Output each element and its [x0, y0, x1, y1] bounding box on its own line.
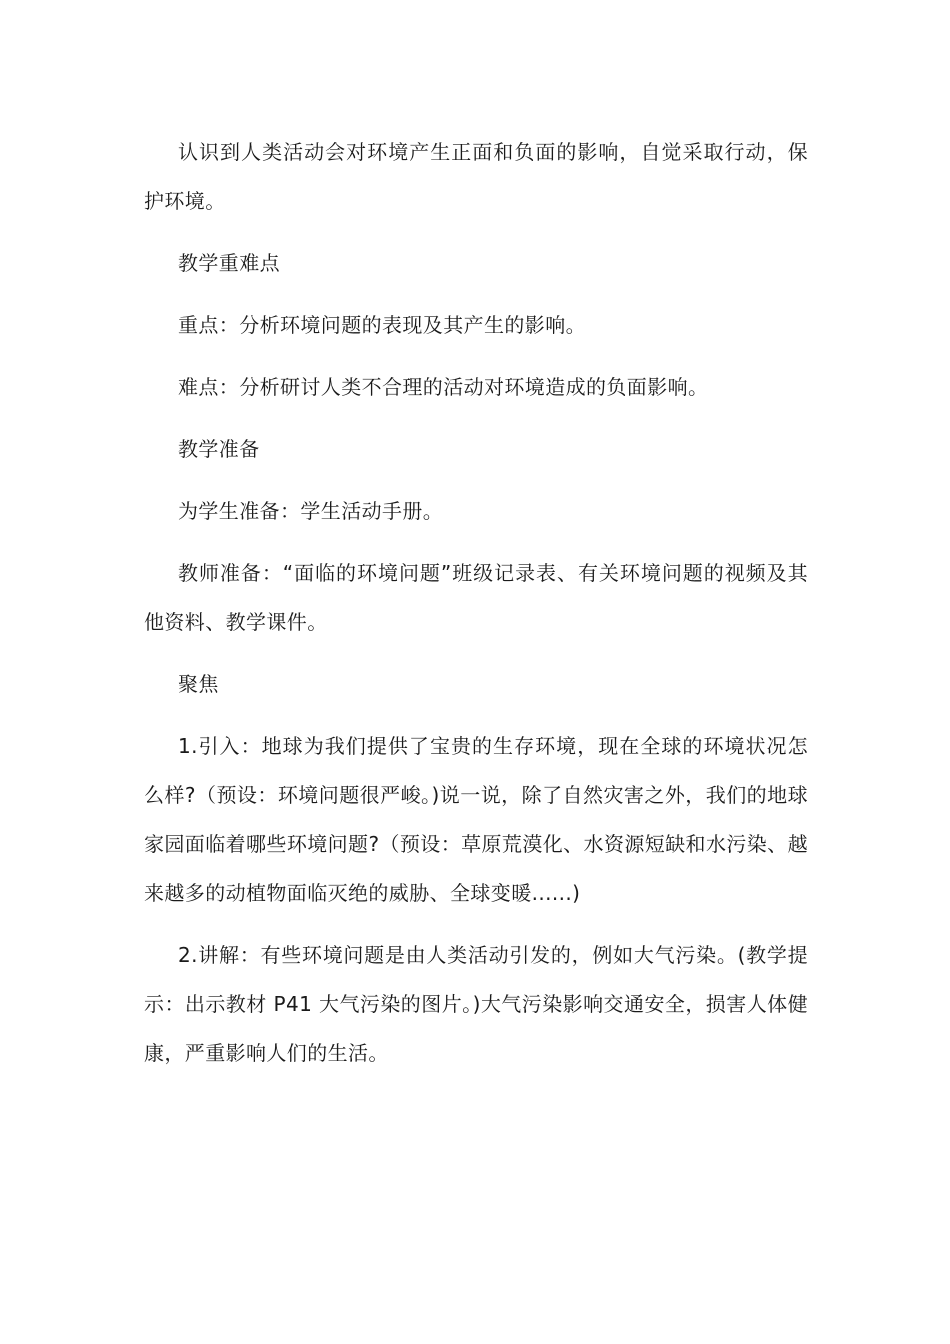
- focus-heading: 聚焦: [178, 672, 219, 696]
- difficult-point-paragraph: 难点：分析研讨人类不合理的活动对环境造成的负面影响。: [178, 375, 709, 399]
- explanation-paragraph: 2.讲解：有些环境问题是由人类活动引发的，例如大气污染。(教学提示：出示教材 P41 大气污染的图片。)大气污染影响交通安全，损害人体健康，严重影响人们的生活。: [144, 943, 808, 1065]
- objective-paragraph: 认识到人类活动会对环境产生正面和负面的影响，自觉采取行动，保护环境。: [144, 140, 808, 213]
- key-point-paragraph: 重点：分析环境问题的表现及其产生的影响。: [178, 313, 586, 337]
- document-body: [144, 128, 808, 1091]
- key-difficult-points-heading: 教学重难点: [178, 251, 280, 275]
- teacher-preparation-paragraph: 教师准备：“面临的环境问题”班级记录表、有关环境问题的视频及其他资料、教学课件。: [144, 561, 808, 634]
- student-preparation-paragraph: 为学生准备：学生活动手册。: [178, 499, 444, 523]
- teaching-preparation-heading: 教学准备: [178, 437, 260, 461]
- introduction-paragraph: 1.引入：地球为我们提供了宝贵的生存环境，现在全球的环境状况怎么样?（预设：环境问题很严峻。)说一说，除了自然灾害之外，我们的地球家园面临着哪些环境问题?（预设：草原荒漠化、水资源短缺和水污染、越来越多的动植物面临灭绝的威胁、全球变暖......): [144, 734, 808, 905]
